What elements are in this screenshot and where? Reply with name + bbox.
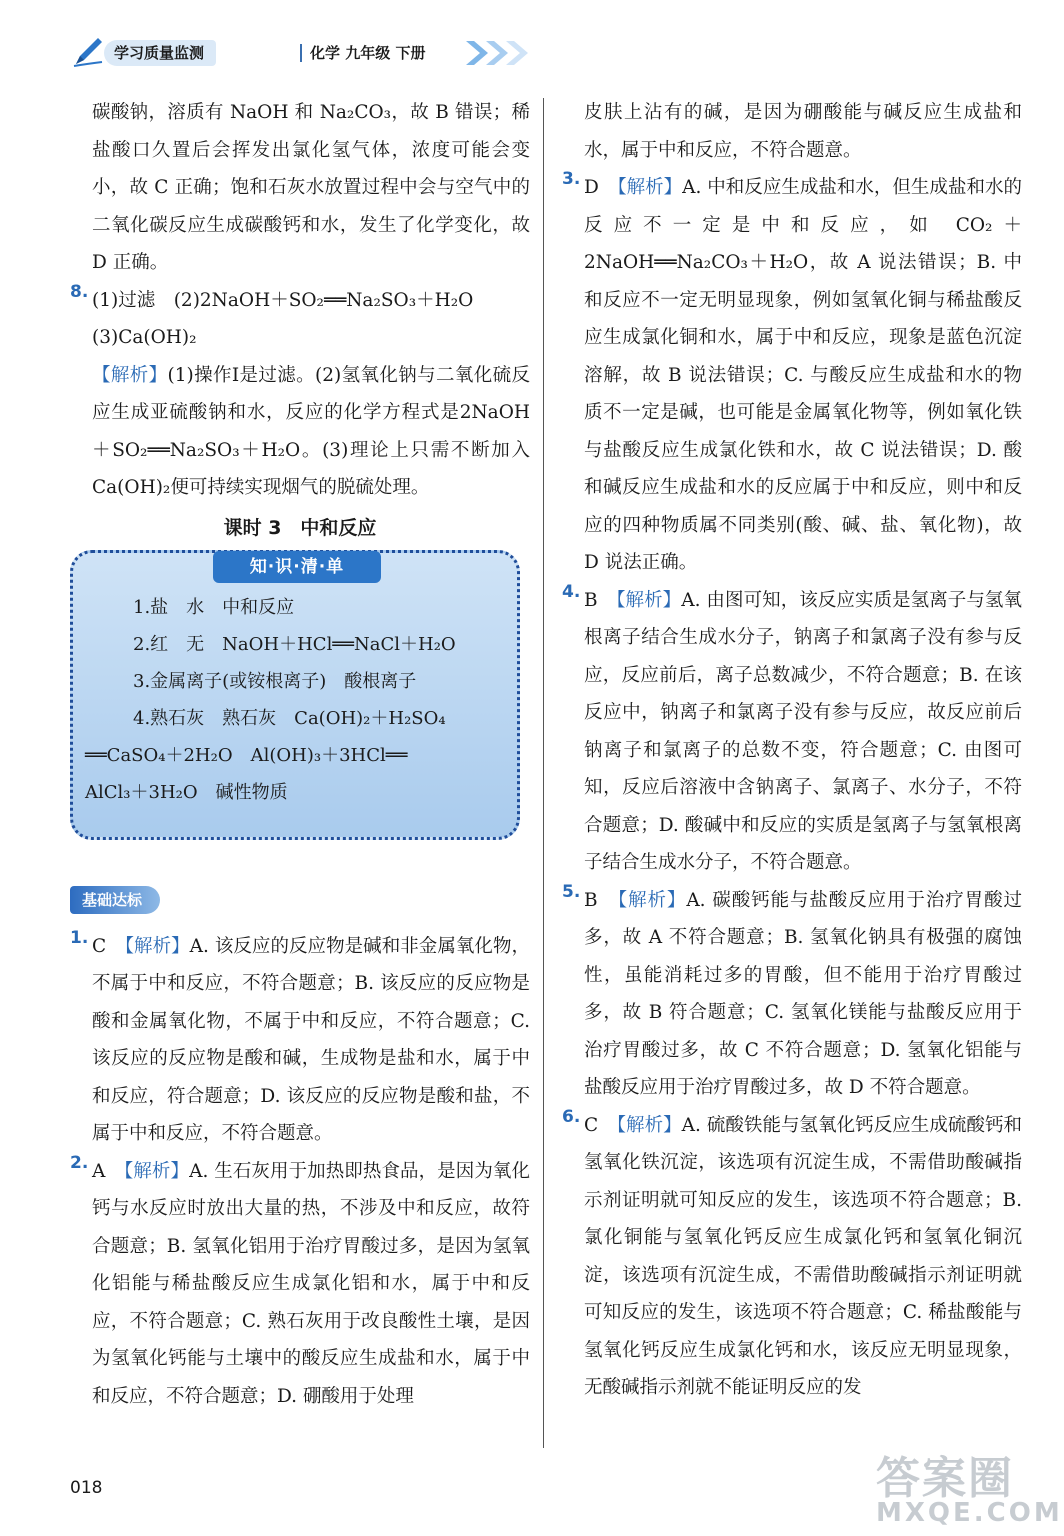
question-3	[562, 169, 1022, 582]
question-text: B 【解析】A. 碳酸钙能与盐酸反应用于治疗胃酸过多，故 A 不符合题意；B. 氢氧化钠具有极强的腐蚀性，虽能消耗过多的胃酸，但不能用于治疗胃酸过多，故 B 符合题意；C. 氢氧化镁能与盐酸反应用于治疗胃酸过多，故 C 不符合题意；D. 氢氧化铝能与盐酸反应用于治疗胃酸过多，故 D 不符合题意。	[584, 889, 1022, 1098]
question-8	[70, 282, 530, 507]
watermark-logo	[876, 1442, 1063, 1528]
analysis-tag: 【解析】	[617, 889, 687, 911]
knowledge-box	[70, 550, 520, 840]
pen-icon	[72, 34, 106, 68]
watermark-url: MXQE.COM	[876, 1498, 1063, 1528]
knowledge-line: 3.金属离子(或铵根离子) 酸根离子	[133, 670, 417, 692]
question-number: 6.	[562, 1106, 581, 1127]
question-number: 5.	[562, 881, 581, 902]
question-number: 2.	[70, 1152, 89, 1173]
answer-line: (3)Ca(OH)₂	[92, 327, 197, 348]
paragraph: 碳酸钠，溶质有 NaOH 和 Na₂CO₃，故 B 错误；稀盐酸口久置后会挥发出氯化氢气体，浓度可能会变小，故 C 正确；饱和石灰水放置过程中会与空气中的二氧化碳反应生成碳酸钙和水，发生了化学变化，故 D 正确。	[92, 102, 530, 273]
subject-label: 化学 九年级 下册	[310, 44, 426, 62]
question-4	[562, 582, 1022, 882]
question-text: D 【解析】A. 中和反应生成盐和水，但生成盐和水的反应不一定是中和反应，如 CO₂＋2NaOH══Na₂CO₃＋H₂O，故 A 说法错误；B. 中和反应不一定无明显现象，例如氢氧化铜与稀盐酸反应生成氯化铜和水，属于中和反应，现象是蓝色沉淀溶解，故 B 说法错误；C. 与酸反应生成盐和水的物质不一定是碱，也可能是金属氧化物等，例如氧化铁与盐酸反应生成氯化铁和水，故 C 说法错误；D. 酸和碱反应生成盐和水的反应属于中和反应，则中和反应的四种物质属不同类别(酸、碱、盐、氧化物)，故 D 说法正确。	[584, 177, 1022, 573]
knowledge-line: ══CaSO₄＋2H₂O Al(OH)₃＋3HCl══	[85, 744, 408, 766]
analysis-tag: 【解析】	[124, 1160, 190, 1182]
series-title: 学习质量监测	[104, 40, 216, 66]
column-divider	[543, 98, 544, 1448]
section-tag: 基础达标	[70, 886, 160, 914]
left-column	[70, 94, 530, 1415]
question-text: C 【解析】A. 硫酸铁能与氢氧化钙反应生成硫酸钙和氢氧化铁沉淀，该选项有沉淀生成，不需借助酸碱指示剂证明就可知反应的发生，该选项不符合题意；B. 氯化铜能与氢氧化钙反应生成氯化钙和氢氧化铜沉淀，该选项有沉淀生成，不需借助酸碱指示剂证明就可知反应的发生，该选项不符合题意；C. 稀盐酸能与氢氧化钙反应生成氯化钙和水，该反应无明显现象，无酸碱指示剂就不能证明反应的发	[584, 1114, 1022, 1398]
analysis-tag: 【解析】	[92, 364, 168, 386]
knowledge-line: 1.盐 水 中和反应	[133, 596, 295, 618]
question-5	[562, 882, 1022, 1107]
question-6	[562, 1107, 1022, 1407]
knowledge-line: AlCl₃＋3H₂O 碱性物质	[85, 781, 288, 803]
chevrons-icon	[464, 38, 538, 68]
page-number: 018	[70, 1478, 103, 1498]
paragraph: 皮肤上沾有的碱，是因为硼酸能与碱反应生成盐和水，属于中和反应，不符合题意。	[584, 102, 1022, 161]
knowledge-line: 2.红 无 NaOH＋HCl══NaCl＋H₂O	[133, 633, 456, 655]
question-text: B 【解析】A. 由图可知，该反应实质是氢离子与氢氧根离子结合生成水分子，钠离子和氯离子没有参与反应，反应前后，离子总数减少，不符合题意；B. 在该反应中，钠离子和氯离子没有参与反应，故反应前后钠离子和氯离子的总数不变，符合题意；C. 由图可知，反应后溶液中含钠离子、氯离子、水分子，不符合题意；D. 酸碱中和反应的实质是氢离子与氢氧根离子结合生成水分子，不符合题意。	[584, 589, 1022, 873]
analysis-tag: 【解析】	[617, 177, 683, 198]
knowledge-box-title: 知·识·清·单	[213, 551, 381, 583]
analysis-text: 【解析】(1)操作Ⅰ是过滤。(2)氢氧化钠与二氧化硫反应生成亚硫酸钠和水，反应的化学方程式是2NaOH＋SO₂══Na₂SO₃＋H₂O。(3)理论上只需不断加入 Ca(OH)₂便可持续实现烟气的脱硫处理。	[92, 364, 530, 498]
knowledge-line: 4.熟石灰 熟石灰 Ca(OH)₂＋H₂SO₄	[133, 707, 446, 729]
analysis-tag: 【解析】	[124, 935, 190, 957]
question-text: A 【解析】A. 生石灰用于加热即热食品，是因为氧化钙与水反应时放出大量的热，不涉及中和反应，故符合题意；B. 氢氧化铝用于治疗胃酸过多，是因为氢氧化铝能与稀盐酸反应生成氯化铝和水，属于中和反应，不符合题意；C. 熟石灰用于改良酸性土壤，是因为氢氧化钙能与土壤中的酸反应生成盐和水，属于中和反应，不符合题意；D. 硼酸用于处理	[92, 1160, 530, 1407]
analysis-tag: 【解析】	[616, 1114, 682, 1136]
right-column	[562, 94, 1022, 1407]
question-number: 3.	[562, 169, 581, 189]
question-1	[70, 928, 530, 1153]
question-number: 4.	[562, 581, 581, 602]
analysis-tag: 【解析】	[616, 589, 682, 611]
answer-line: (1)过滤 (2)2NaOH＋SO₂══Na₂SO₃＋H₂O	[92, 289, 474, 311]
lesson-title: 课时 3 中和反应	[223, 516, 377, 539]
header-divider	[300, 44, 302, 62]
question-number: 8.	[70, 281, 89, 302]
watermark-text: 答案圈	[876, 1453, 1014, 1504]
question-text: C 【解析】A. 该反应的反应物是碱和非金属氧化物，不属于中和反应，不符合题意；B. 该反应的反应物是酸和金属氧化物，不属于中和反应，不符合题意；C. 该反应的反应物是酸和碱，生成物是盐和水，属于中和反应，符合题意；D. 该反应的反应物是酸和盐，不属于中和反应，不符合题意。	[92, 935, 530, 1144]
question-2	[70, 1153, 530, 1416]
question-number: 1.	[70, 927, 89, 948]
page-header	[72, 34, 492, 74]
